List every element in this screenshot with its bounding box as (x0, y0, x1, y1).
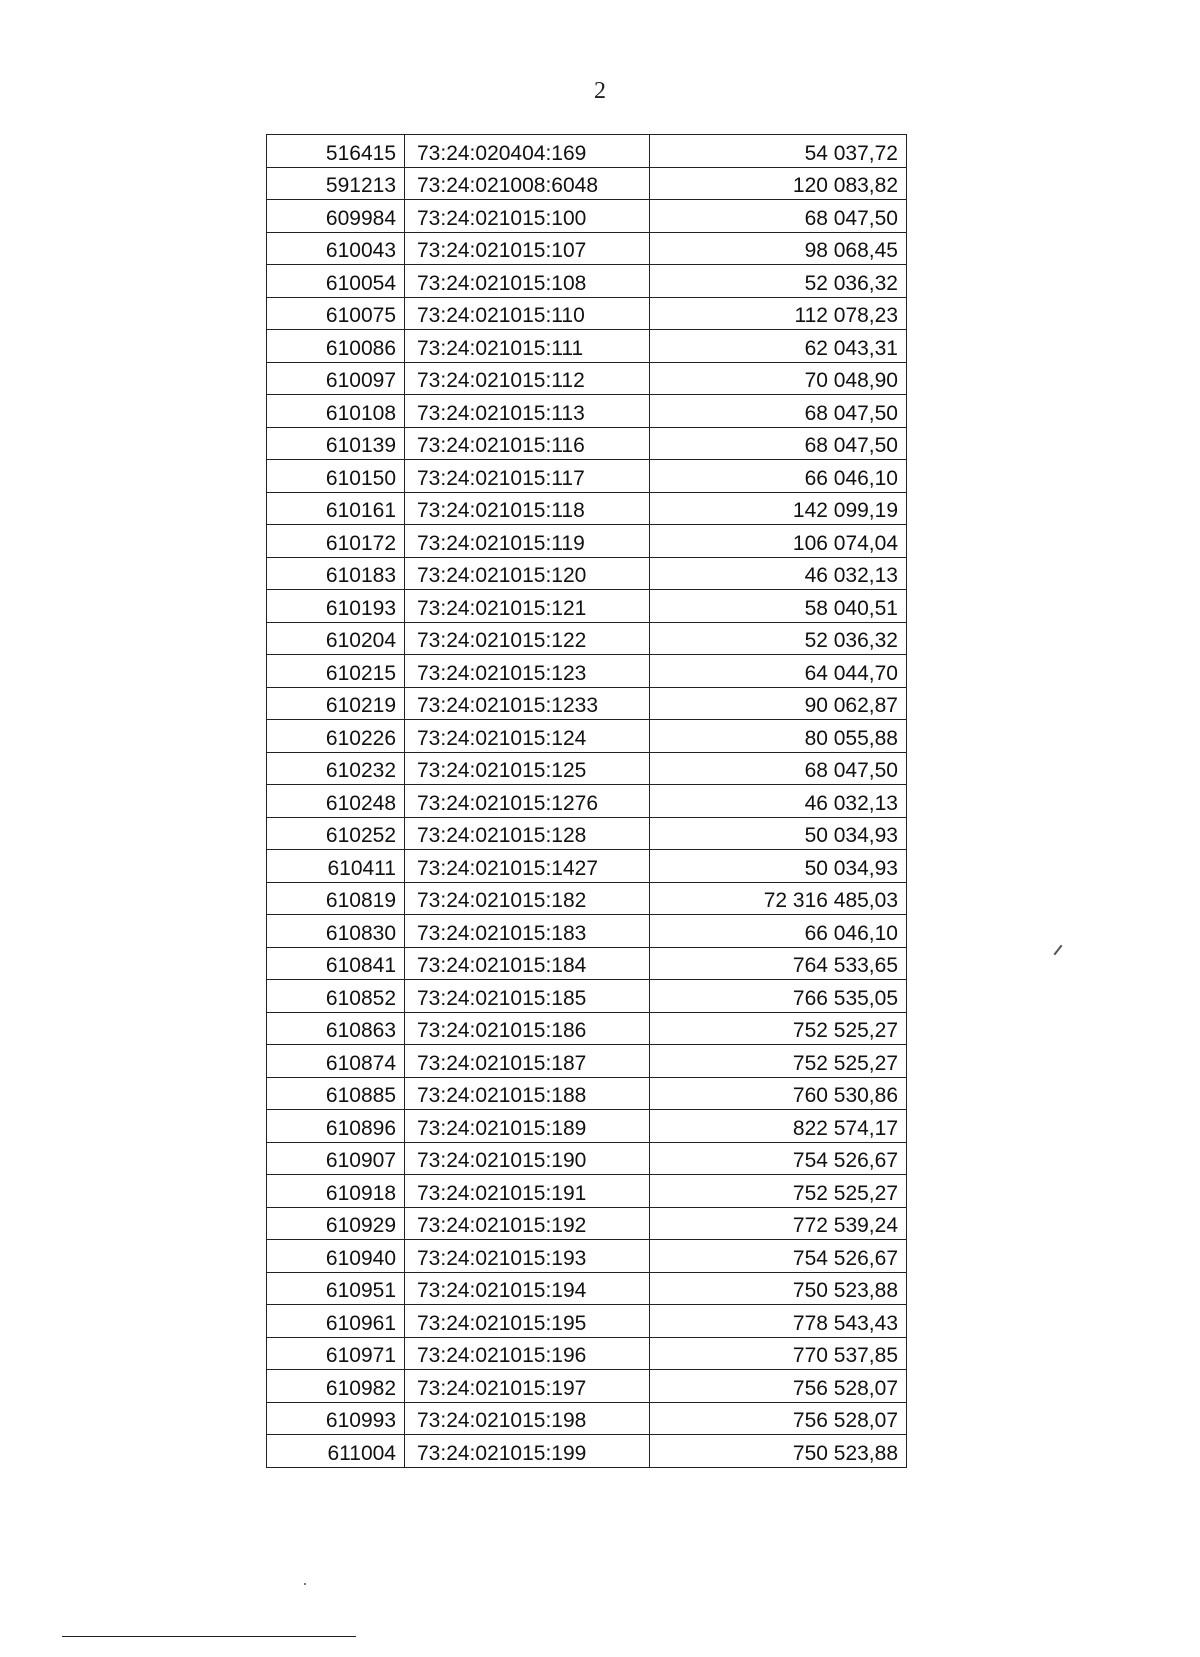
cadastral-number-cell: 73:24:021015:121 (405, 590, 650, 623)
table-row (267, 980, 907, 1013)
object-id-cell: 610043 (267, 232, 405, 265)
table-row (267, 1402, 907, 1435)
table-row (267, 1272, 907, 1305)
cadastral-number-cell: 73:24:020404:169 (405, 135, 650, 168)
table-row (267, 297, 907, 330)
object-id-cell: 610896 (267, 1110, 405, 1143)
cadastral-number-cell: 73:24:021015:100 (405, 200, 650, 233)
cadastral-value-cell: 766 535,05 (650, 980, 907, 1013)
cadastral-number-cell: 73:24:021015:186 (405, 1012, 650, 1045)
stray-pen-mark (1054, 945, 1063, 956)
cadastral-number-cell: 73:24:021015:107 (405, 232, 650, 265)
table-row (267, 427, 907, 460)
table-row (267, 1077, 907, 1110)
object-id-cell: 610993 (267, 1402, 405, 1435)
cadastral-number-cell: 73:24:021015:125 (405, 752, 650, 785)
object-id-cell: 610204 (267, 622, 405, 655)
table-row (267, 1435, 907, 1468)
cadastral-value-cell: 754 526,67 (650, 1142, 907, 1175)
table-row (267, 232, 907, 265)
object-id-cell: 610226 (267, 720, 405, 753)
object-id-cell: 610874 (267, 1045, 405, 1078)
cadastral-number-cell: 73:24:021015:187 (405, 1045, 650, 1078)
cadastral-value-cell: 66 046,10 (650, 460, 907, 493)
object-id-cell: 516415 (267, 135, 405, 168)
cadastral-number-cell: 73:24:021015:197 (405, 1370, 650, 1403)
cadastral-number-cell: 73:24:021015:182 (405, 882, 650, 915)
table-row (267, 167, 907, 200)
cadastral-value-cell: 54 037,72 (650, 135, 907, 168)
object-id-cell: 610961 (267, 1305, 405, 1338)
object-id-cell: 610232 (267, 752, 405, 785)
cadastral-value-cell: 68 047,50 (650, 427, 907, 460)
table-row (267, 330, 907, 363)
object-id-cell: 609984 (267, 200, 405, 233)
cadastral-number-cell: 73:24:021015:117 (405, 460, 650, 493)
cadastral-value-cell: 760 530,86 (650, 1077, 907, 1110)
table-row (267, 622, 907, 655)
object-id-cell: 610248 (267, 785, 405, 818)
cadastral-value-cell: 50 034,93 (650, 850, 907, 883)
cadastral-number-cell: 73:24:021015:189 (405, 1110, 650, 1143)
cadastral-number-cell: 73:24:021015:123 (405, 655, 650, 688)
object-id-cell: 610907 (267, 1142, 405, 1175)
cadastral-value-cell: 772 539,24 (650, 1207, 907, 1240)
table-row (267, 557, 907, 590)
cadastral-value-cell: 72 316 485,03 (650, 882, 907, 915)
cadastral-number-cell: 73:24:021015:124 (405, 720, 650, 753)
stray-dot (304, 1583, 306, 1585)
table-row (267, 1337, 907, 1370)
table-row (267, 1207, 907, 1240)
cadastral-number-cell: 73:24:021015:192 (405, 1207, 650, 1240)
cadastral-value-cell: 754 526,67 (650, 1240, 907, 1273)
table-row (267, 265, 907, 298)
object-id-cell: 610885 (267, 1077, 405, 1110)
table-row (267, 200, 907, 233)
cadastral-value-cell: 62 043,31 (650, 330, 907, 363)
cadastral-number-cell: 73:24:021015:198 (405, 1402, 650, 1435)
table-row (267, 817, 907, 850)
object-id-cell: 610863 (267, 1012, 405, 1045)
cadastral-number-cell: 73:24:021015:111 (405, 330, 650, 363)
object-id-cell: 610193 (267, 590, 405, 623)
cadastral-value-cell: 750 523,88 (650, 1435, 907, 1468)
cadastral-value-cell: 770 537,85 (650, 1337, 907, 1370)
cadastral-value-cell: 90 062,87 (650, 687, 907, 720)
cadastral-value-cell: 112 078,23 (650, 297, 907, 330)
table-row (267, 1045, 907, 1078)
cadastral-number-cell: 73:24:021015:116 (405, 427, 650, 460)
cadastral-value-cell: 66 046,10 (650, 915, 907, 948)
cadastral-number-cell: 73:24:021015:118 (405, 492, 650, 525)
object-id-cell: 610841 (267, 947, 405, 980)
cadastral-number-cell: 73:24:021015:185 (405, 980, 650, 1013)
cadastral-value-cell: 764 533,65 (650, 947, 907, 980)
page-number: 2 (594, 78, 606, 104)
table-row (267, 850, 907, 883)
table-row (267, 1305, 907, 1338)
object-id-cell: 610054 (267, 265, 405, 298)
table-row (267, 590, 907, 623)
cadastral-value-cell: 50 034,93 (650, 817, 907, 850)
cadastral-number-cell: 73:24:021015:128 (405, 817, 650, 850)
cadastral-value-cell: 756 528,07 (650, 1370, 907, 1403)
cadastral-number-cell: 73:24:021015:195 (405, 1305, 650, 1338)
object-id-cell: 610830 (267, 915, 405, 948)
cadastral-number-cell: 73:24:021015:1427 (405, 850, 650, 883)
cadastral-number-cell: 73:24:021015:190 (405, 1142, 650, 1175)
cadastral-value-cell: 52 036,32 (650, 265, 907, 298)
object-id-cell: 610086 (267, 330, 405, 363)
cadastral-value-cell: 98 068,45 (650, 232, 907, 265)
cadastral-value-cell: 106 074,04 (650, 525, 907, 558)
footnote-separator-line (62, 1636, 356, 1637)
cadastral-number-cell: 73:24:021015:183 (405, 915, 650, 948)
table-row (267, 1370, 907, 1403)
table-row (267, 785, 907, 818)
cadastral-value-table (266, 134, 907, 1468)
object-id-cell: 591213 (267, 167, 405, 200)
table-row (267, 525, 907, 558)
cadastral-number-cell: 73:24:021015:188 (405, 1077, 650, 1110)
cadastral-number-cell: 73:24:021015:112 (405, 362, 650, 395)
object-id-cell: 610971 (267, 1337, 405, 1370)
object-id-cell: 610819 (267, 882, 405, 915)
cadastral-value-cell: 752 525,27 (650, 1175, 907, 1208)
cadastral-number-cell: 73:24:021015:193 (405, 1240, 650, 1273)
cadastral-value-cell: 58 040,51 (650, 590, 907, 623)
object-id-cell: 610982 (267, 1370, 405, 1403)
table-row (267, 395, 907, 428)
object-id-cell: 610183 (267, 557, 405, 590)
object-id-cell: 610951 (267, 1272, 405, 1305)
table-row (267, 720, 907, 753)
object-id-cell: 610172 (267, 525, 405, 558)
object-id-cell: 610929 (267, 1207, 405, 1240)
table-row (267, 1142, 907, 1175)
object-id-cell: 610075 (267, 297, 405, 330)
object-id-cell: 610252 (267, 817, 405, 850)
cadastral-value-cell: 80 055,88 (650, 720, 907, 753)
cadastral-number-cell: 73:24:021015:191 (405, 1175, 650, 1208)
cadastral-value-cell: 120 083,82 (650, 167, 907, 200)
cadastral-value-cell: 52 036,32 (650, 622, 907, 655)
object-id-cell: 611004 (267, 1435, 405, 1468)
cadastral-number-cell: 73:24:021015:113 (405, 395, 650, 428)
table-row (267, 752, 907, 785)
cadastral-value-cell: 70 048,90 (650, 362, 907, 395)
cadastral-number-cell: 73:24:021015:110 (405, 297, 650, 330)
object-id-cell: 610219 (267, 687, 405, 720)
object-id-cell: 610150 (267, 460, 405, 493)
cadastral-value-cell: 752 525,27 (650, 1012, 907, 1045)
table-row (267, 1240, 907, 1273)
cadastral-number-cell: 73:24:021015:119 (405, 525, 650, 558)
cadastral-number-cell: 73:24:021015:199 (405, 1435, 650, 1468)
cadastral-value-cell: 68 047,50 (650, 395, 907, 428)
table-body (267, 135, 907, 1468)
object-id-cell: 610852 (267, 980, 405, 1013)
table-row (267, 460, 907, 493)
cadastral-value-cell: 64 044,70 (650, 655, 907, 688)
cadastral-value-cell: 46 032,13 (650, 785, 907, 818)
table-row (267, 882, 907, 915)
table-row (267, 655, 907, 688)
object-id-cell: 610108 (267, 395, 405, 428)
object-id-cell: 610411 (267, 850, 405, 883)
table-row (267, 362, 907, 395)
table-row (267, 947, 907, 980)
table-row (267, 1175, 907, 1208)
cadastral-number-cell: 73:24:021015:120 (405, 557, 650, 590)
cadastral-number-cell: 73:24:021015:1233 (405, 687, 650, 720)
cadastral-number-cell: 73:24:021015:196 (405, 1337, 650, 1370)
cadastral-number-cell: 73:24:021015:194 (405, 1272, 650, 1305)
object-id-cell: 610097 (267, 362, 405, 395)
cadastral-number-cell: 73:24:021015:1276 (405, 785, 650, 818)
cadastral-value-cell: 822 574,17 (650, 1110, 907, 1143)
cadastral-value-cell: 68 047,50 (650, 752, 907, 785)
table-row (267, 492, 907, 525)
cadastral-value-cell: 142 099,19 (650, 492, 907, 525)
table-row (267, 915, 907, 948)
cadastral-value-cell: 46 032,13 (650, 557, 907, 590)
object-id-cell: 610918 (267, 1175, 405, 1208)
cadastral-value-cell: 778 543,43 (650, 1305, 907, 1338)
object-id-cell: 610139 (267, 427, 405, 460)
table-row (267, 1012, 907, 1045)
object-id-cell: 610940 (267, 1240, 405, 1273)
table-row (267, 135, 907, 168)
object-id-cell: 610161 (267, 492, 405, 525)
cadastral-value-cell: 752 525,27 (650, 1045, 907, 1078)
cadastral-value-cell: 68 047,50 (650, 200, 907, 233)
cadastral-number-cell: 73:24:021015:184 (405, 947, 650, 980)
table-row (267, 687, 907, 720)
object-id-cell: 610215 (267, 655, 405, 688)
cadastral-number-cell: 73:24:021008:6048 (405, 167, 650, 200)
cadastral-value-cell: 750 523,88 (650, 1272, 907, 1305)
table-row (267, 1110, 907, 1143)
cadastral-number-cell: 73:24:021015:122 (405, 622, 650, 655)
cadastral-value-cell: 756 528,07 (650, 1402, 907, 1435)
cadastral-number-cell: 73:24:021015:108 (405, 265, 650, 298)
